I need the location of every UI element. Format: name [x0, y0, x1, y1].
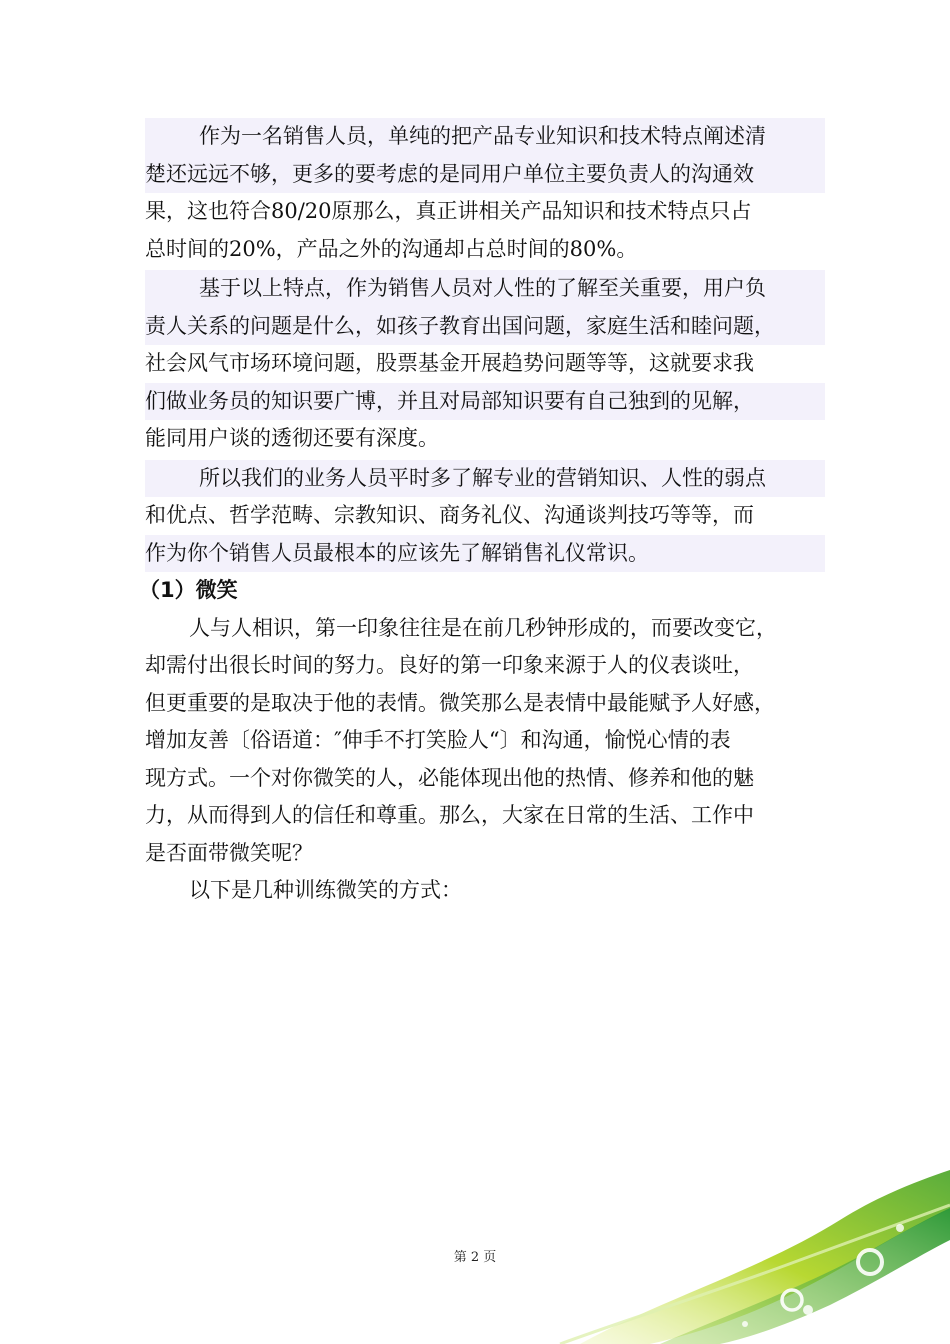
text-line: 楚还远远不够，更多的要考虑的是同用户单位主要负责人的沟通效	[145, 156, 825, 194]
decorative-swoosh	[540, 1150, 950, 1344]
text-line: 基于以上特点，作为销售人员对人性的了解至关重要，用户负	[145, 270, 825, 308]
page-number: 第 2 页	[453, 1250, 497, 1265]
text-line: 作为一名销售人员，单纯的把产品专业知识和技术特点阐述清	[145, 118, 825, 156]
paragraph-4	[145, 610, 825, 873]
text-line: 力，从而得到人的信任和尊重。那么，大家在日常的生活、工作中	[145, 803, 754, 827]
page-body	[139, 118, 825, 910]
section-heading: （1）微笑	[139, 578, 238, 602]
text-line: 总时间的20%，产品之外的沟通却占总时间的80%。	[145, 236, 638, 261]
text-line: 作为你个销售人员最根本的应该先了解销售礼仪常识。	[145, 535, 825, 573]
paragraph-2	[145, 270, 825, 458]
text-line: 但更重要的是取决于他的表情。微笑那么是表情中最能赋予人好感，	[145, 690, 775, 715]
text-line: 能同用户谈的透彻还要有深度。	[145, 426, 439, 450]
text-line: 现方式。一个对你微笑的人，必能体现出他的热情、修养和他的魅	[145, 765, 754, 790]
paragraph-1	[145, 118, 825, 268]
text-line: 社会风气市场环境问题，股票基金开展趋势问题等等，这就要求我	[145, 351, 754, 375]
text-line: 所以我们的业务人员平时多了解专业的营销知识、人性的弱点	[145, 460, 825, 498]
text-line: 和优点、哲学范畴、宗教知识、商务礼仪、沟通谈判技巧等等，而	[145, 503, 754, 527]
text-line: 们做业务员的知识要广博，并且对局部知识要有自己独到的见解，	[145, 383, 825, 421]
paragraph-3	[145, 460, 825, 573]
text-line: 果，这也符合80/20原那么，真正讲相关产品知识和技术特点只占	[145, 199, 752, 223]
text-line: 人与人相识，第一印象往往是在前几秒钟形成的，而要改变它，	[189, 615, 777, 640]
text-line: 却需付出很长时间的努力。良好的第一印象来源于人的仪表谈吐，	[145, 653, 754, 677]
text-line: 以下是几种训练微笑的方式：	[189, 878, 462, 902]
paragraph-5	[145, 872, 825, 910]
text-line: 增加友善〔俗语道：″伸手不打笑脸人“〕和沟通，愉悦心情的表	[145, 728, 731, 752]
text-line: 责人关系的问题是什么，如孩子教育出国问题，家庭生活和睦问题，	[145, 308, 825, 346]
text-line: 是否面带微笑呢？	[145, 840, 313, 865]
